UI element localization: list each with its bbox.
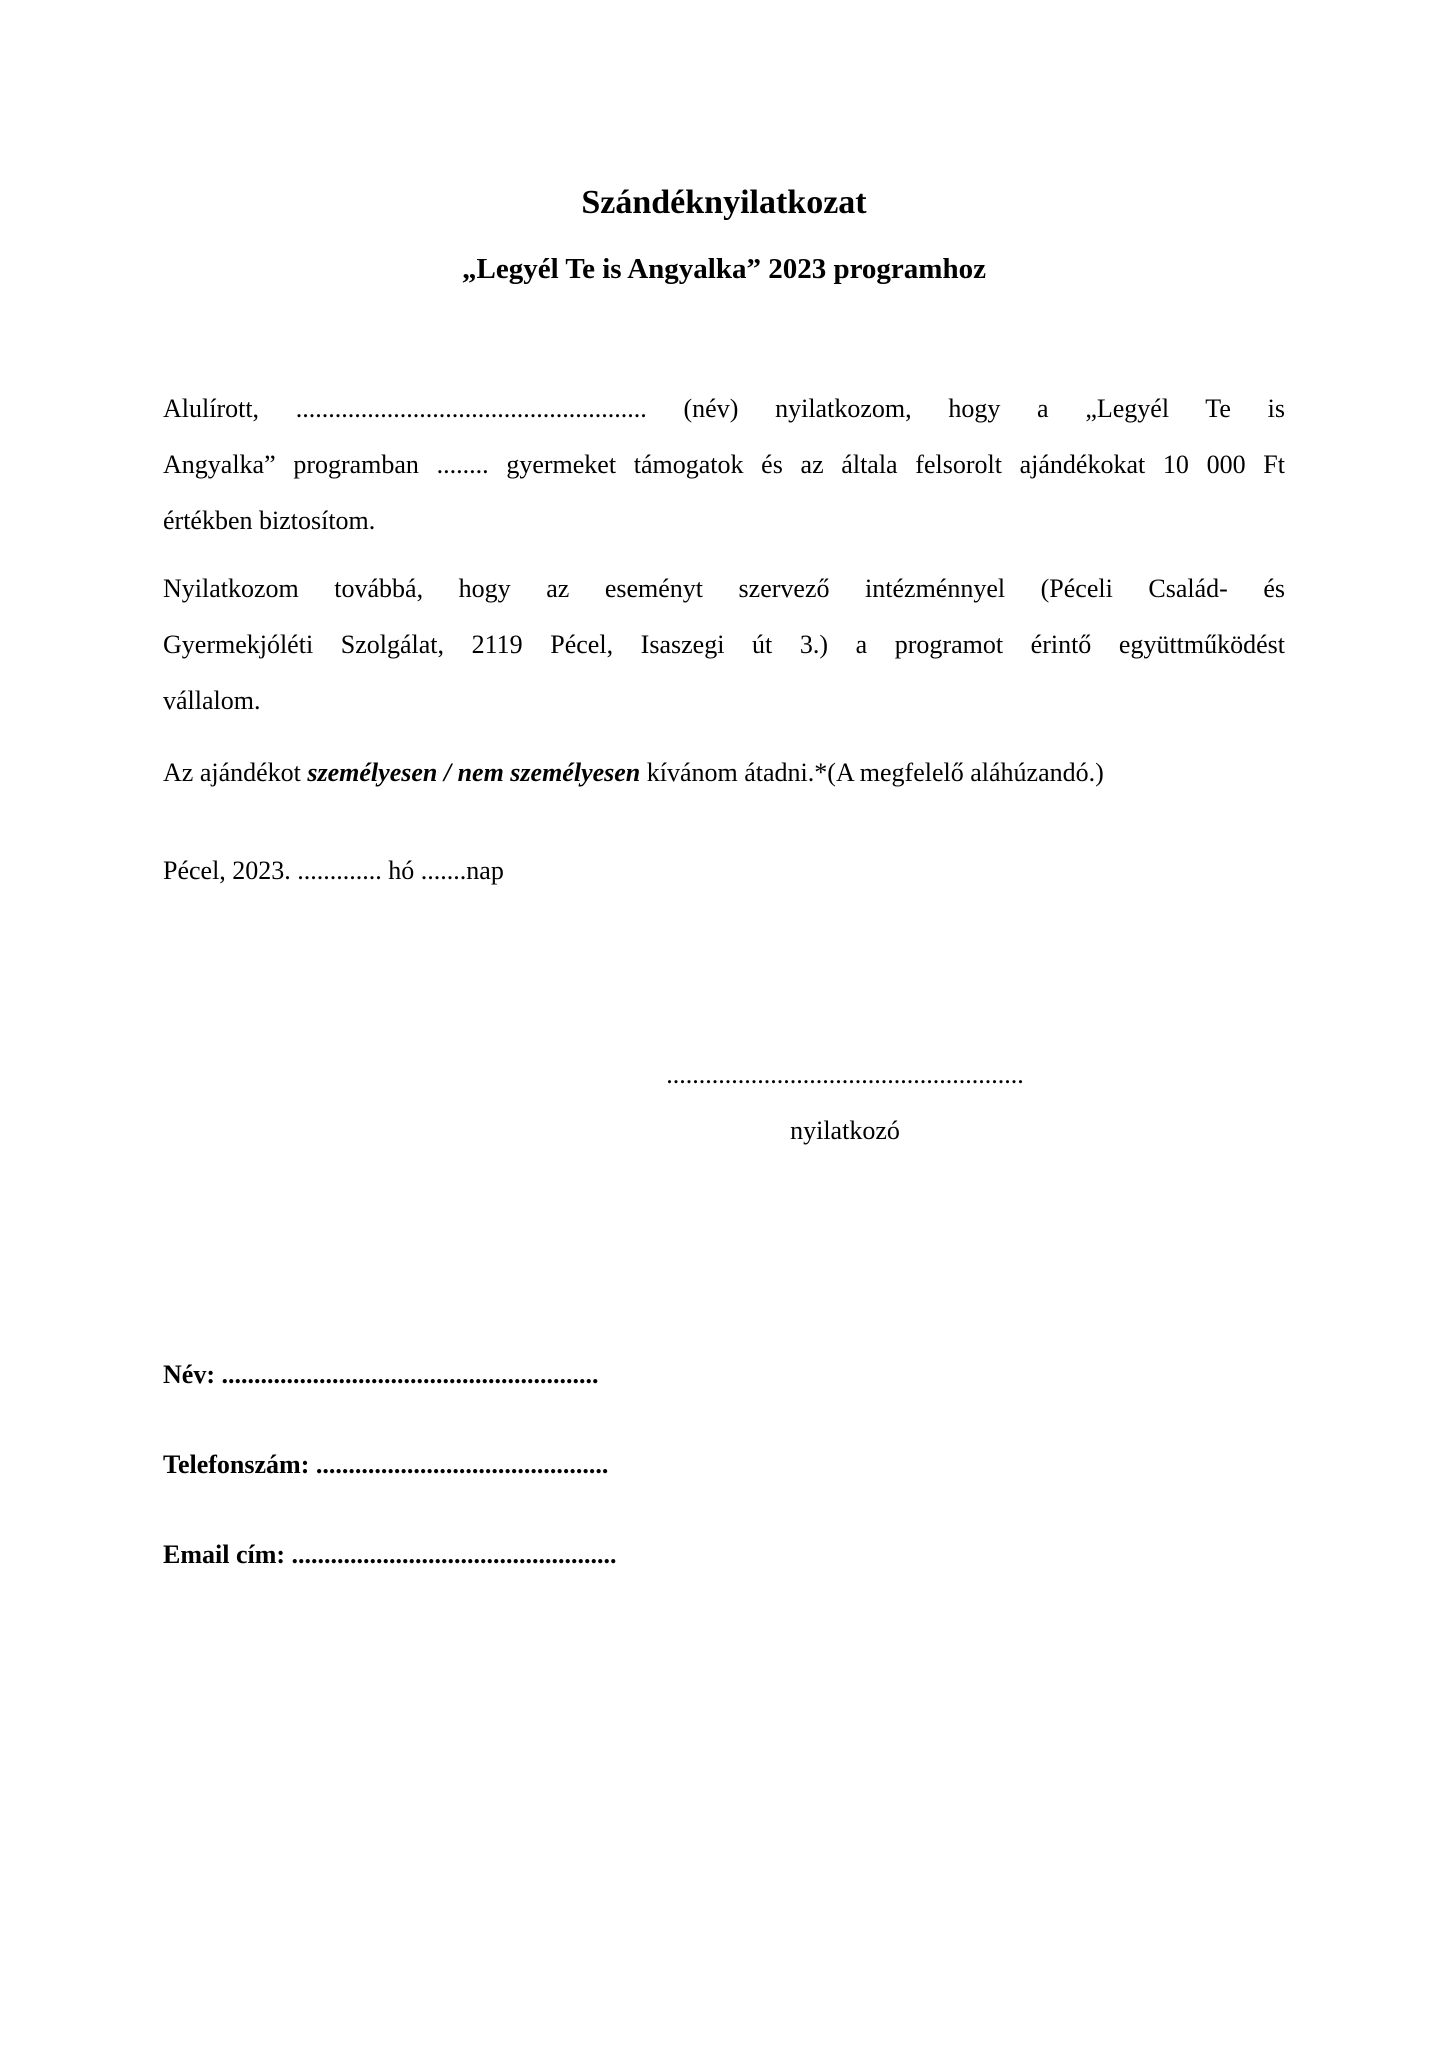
signature-caption: nyilatkozó [790, 1116, 900, 1145]
intro-paragraph-line-1: Alulírott, ...................................................... (név) nyilatkozom, hogy a „Legyél Te is [163, 394, 1285, 423]
phone-label: Telefonszám: [163, 1450, 310, 1479]
institution-paragraph-line-1: Nyilatkozom továbbá, hogy az eseményt szervező intézménnyel (Péceli Család- és [163, 574, 1285, 603]
email-field [163, 1527, 1285, 1583]
document-title: Szándéknyilatkozat [581, 184, 867, 221]
date-line: Pécel, 2023. ............. hó .......nap [163, 856, 504, 885]
name-field [163, 1347, 1285, 1403]
document-subtitle: „Legyél Te is Angyalka” 2023 programhoz [462, 253, 986, 285]
signature-dots-line: ....................................................... [666, 1060, 1024, 1089]
email-dots-line: .................................................. [291, 1540, 617, 1569]
form-fields [163, 1347, 1285, 1583]
signature-block [650, 1047, 1040, 1159]
phone-field [163, 1437, 1285, 1493]
phone-dots-line: ............................................. [315, 1450, 609, 1479]
email-label: Email cím: [163, 1540, 286, 1569]
delivery-emphasis: személyesen / nem személyesen [307, 758, 641, 787]
delivery-text-prefix: Az ajándékot [163, 758, 301, 787]
name-dots-line: .......................................................... [221, 1360, 599, 1389]
institution-paragraph-line-3: vállalom. [163, 686, 261, 715]
intro-paragraph-line-2: Angyalka” programban ........ gyermeket támogatok és az általa felsorolt ajándékokat 10 000 Ft [163, 450, 1285, 479]
intro-paragraph-line-3: értékben biztosítom. [163, 506, 376, 535]
name-label: Név: [163, 1360, 215, 1389]
delivery-text-suffix: kívánom átadni.*(A megfelelő aláhúzandó.) [646, 758, 1104, 787]
institution-paragraph [163, 561, 1285, 729]
institution-paragraph-line-2: Gyermekjóléti Szolgálat, 2119 Pécel, Isaszegi út 3.) a programot érintő együttműködést [163, 630, 1285, 659]
delivery-paragraph [163, 745, 1285, 801]
intro-paragraph [163, 381, 1285, 549]
